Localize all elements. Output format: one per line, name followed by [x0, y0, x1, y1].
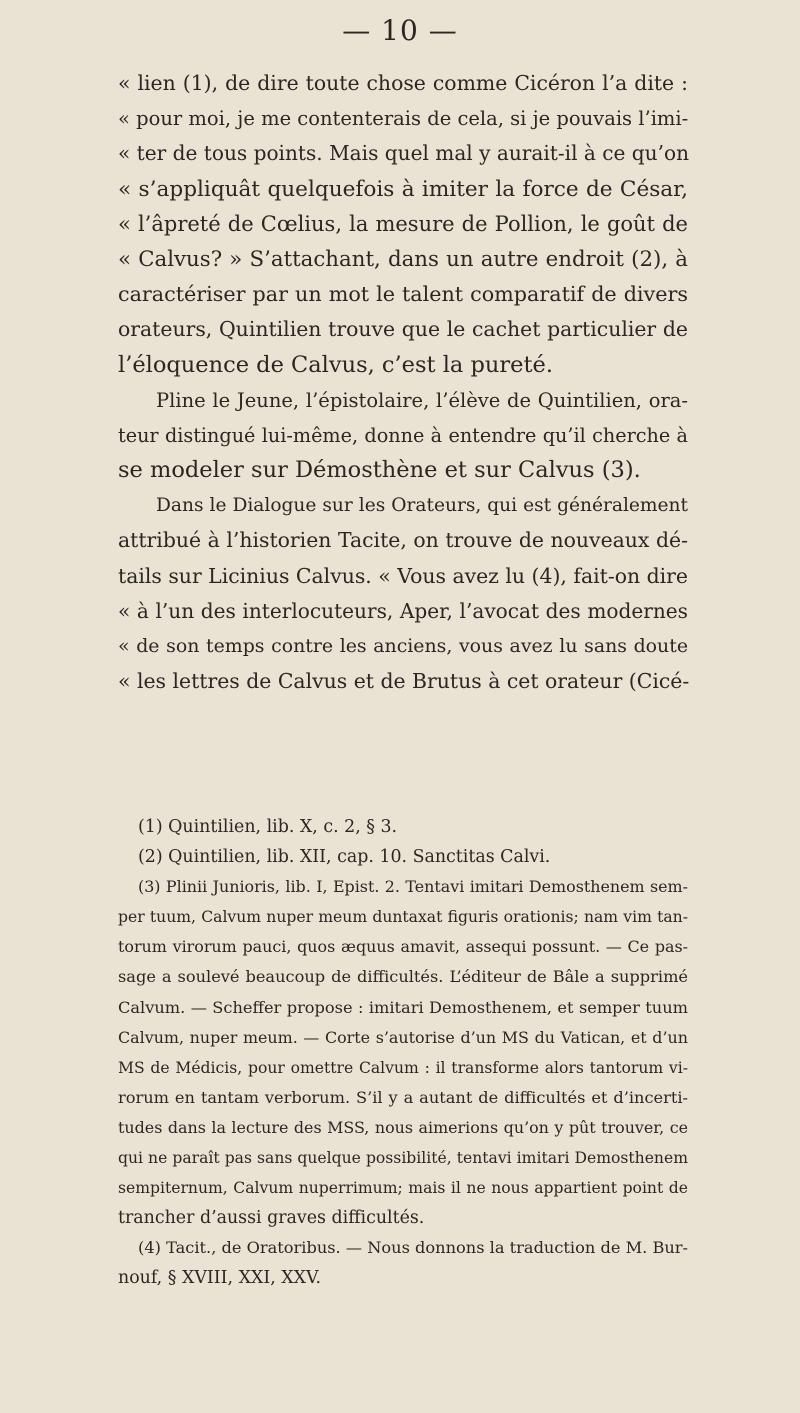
footnote-line: MS de Médicis, pour omettre Calvum : il transforme alors tantorum vi-	[118, 1058, 688, 1077]
footnote-line: sage a soulevé beaucoup de difficultés. L’éditeur de Bâle a supprimé	[118, 967, 688, 987]
footnote-line: torum virorum pauci, quos æquus amavit, assequi possunt. — Ce pas-	[118, 937, 688, 957]
footnote-line: trancher d’aussi graves difficultés.	[118, 1208, 425, 1229]
text-line: orateurs, Quintilien trouve que le cachet particulier de	[118, 317, 688, 342]
footnote-line: qui ne paraît pas sans quelque possibilité, tentavi imitari Demosthenem	[118, 1149, 688, 1168]
text-line: tails sur Licinius Calvus. « Vous avez lu (4), fait-on dire	[118, 563, 688, 588]
footnote-line: rorum en tantam verborum. S’il y a autant de difficultés et d’incerti-	[118, 1087, 688, 1107]
text-line: « l’âpreté de Cœlius, la mesure de Pollion, le goût de	[118, 211, 688, 236]
page-number: — 10 —	[342, 14, 458, 47]
text-line: « pour moi, je me contenterais de cela, si je pouvais l’imi-	[118, 107, 689, 131]
footnote-line: Calvum. — Scheffer propose : imitari Demosthenem, et semper tuum	[118, 997, 688, 1017]
text-line: « lien (1), de dire toute chose comme Cicéron l’a dite :	[118, 71, 688, 95]
main-text	[118, 66, 688, 699]
footnote-line: (3) Plinii Junioris, lib. I, Epist. 2. Tentavi imitari Demosthenem sem-	[138, 877, 688, 897]
footnote-line: per tuum, Calvum nuper meum duntaxat figuris orationis; nam vim tan-	[118, 908, 688, 927]
text-line: « ter de tous points. Mais quel mal y aurait-il à ce qu’on	[118, 141, 690, 166]
footnote-line: tudes dans la lecture des MSS, nous aimerions qu’on y pût trouver, ce	[118, 1117, 688, 1137]
text-line: attribué à l’historien Tacite, on trouve de nouveaux dé-	[118, 528, 688, 553]
text-line: Pline le Jeune, l’épistolaire, l’élève de Quintilien, ora-	[156, 388, 688, 412]
text-line: « de son temps contre les anciens, vous avez lu sans doute	[118, 635, 688, 657]
footnote-line: (1) Quintilien, lib. X, c. 2, § 3.	[138, 817, 398, 837]
text-line: caractériser par un mot le talent comparatif de divers	[118, 282, 688, 307]
text-line: Dans le Dialogue sur les Orateurs, qui est généralement	[156, 495, 688, 517]
footnotes	[118, 812, 688, 1294]
footnote-line: nouf, § XVIII, XXI, XXV.	[118, 1268, 322, 1289]
footnote-line: Calvum, nuper meum. — Corte s’autorise d’un MS du Vatican, et d’un	[118, 1027, 688, 1047]
text-line: « à l’un des interlocuteurs, Aper, l’avocat des modernes	[118, 598, 688, 623]
text-line: se modeler sur Démosthène et sur Calvus (3).	[118, 457, 641, 484]
text-line: « Calvus? » S’attachant, dans un autre endroit (2), à	[118, 246, 688, 272]
text-line: l’éloquence de Calvus, c’est la pureté.	[118, 351, 553, 378]
text-line: teur distingué lui-même, donne à entendre qu’il cherche à	[118, 423, 688, 447]
footnote-line: (2) Quintilien, lib. XII, cap. 10. Sanctitas Calvi.	[138, 847, 551, 868]
footnote-line: sempiternum, Calvum nuperrimum; mais il ne nous appartient point de	[118, 1179, 688, 1198]
text-line: « s’appliquât quelquefois à imiter la force de César,	[118, 176, 688, 202]
text-line: « les lettres de Calvus et de Brutus à cet orateur (Cicé-	[118, 669, 690, 694]
footnote-line: (4) Tacit., de Oratoribus. — Nous donnons la traduction de M. Bur-	[138, 1238, 688, 1258]
